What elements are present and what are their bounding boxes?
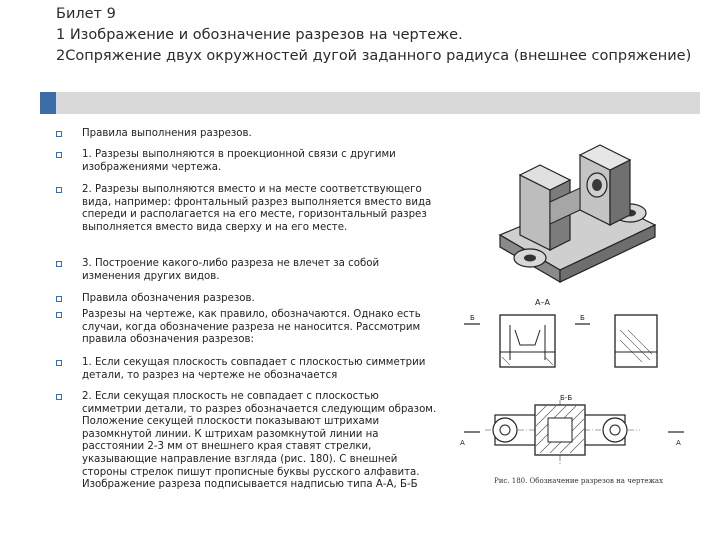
title-bar-accent: [40, 92, 56, 114]
square-bullet-icon: [56, 296, 62, 302]
square-bullet-icon: [56, 312, 62, 318]
bullet-text: 1. Разрезы выполняются в проекционной связи с другими изображениями чертежа.: [82, 149, 396, 173]
bullet-text: 2. Если секущая плоскость не совпадает с плоскостью симметрии детали, то разрез обозначается следующим образом. Положение секущей плоскости показывают штрихами разомкнутой линии. К штрихам разомкнутой линии на расстоянии 2-3 мм от внешнего края ставят стрелки, указывающие направление взгляда (рис. 180). С внешней стороны стрелок пишут прописные буквы русского алфавита. Изображение разреза подписывается надписью типа А-А, Б-Б: [82, 391, 437, 491]
bullet-text: Разрезы на чертеже, как правило, обозначаются. Однако есть случаи, когда обозначение разреза не наносится. Рассмотрим правила обозначения разрезов:: [82, 309, 421, 346]
isometric-part-illustration: [490, 140, 670, 290]
letter-a-right: А: [676, 439, 681, 447]
letter-a-left: А: [460, 439, 465, 447]
square-bullet-icon: [56, 261, 62, 267]
letter-b-left: Б: [470, 314, 475, 322]
section-bb-label: Б-Б: [560, 394, 573, 402]
square-bullet-icon: [56, 394, 62, 400]
bullet-text: Правила выполнения разрезов.: [82, 128, 252, 139]
bullet-text: 3. Построение какого-либо разреза не влечет за собой изменения других видов.: [82, 258, 380, 282]
bullet-text: 2. Разрезы выполняются вместо и на месте соответствующего вида, например: фронтальный разрез выполняется вместо вида спереди и располагается на его месте, горизонтальный разрез выполняется вместо вида сверху и на его месте.: [82, 184, 432, 233]
slide-header: [56, 4, 706, 67]
bullet-text: 1. Если секущая плоскость совпадает с плоскостью симметрии детали, то разрез на чертеже не обозначается: [82, 357, 426, 381]
side-view-right: [615, 315, 657, 367]
ticket-title: Билет 9: [56, 6, 116, 22]
question-1: 1 Изображение и обозначение разрезов на чертеже.: [56, 27, 463, 43]
bullet-text: Правила обозначения разрезов.: [82, 293, 255, 304]
figure-caption: Рис. 180. Обозначение разрезов на чертежах: [494, 477, 664, 485]
letter-b-right: Б: [580, 314, 585, 322]
front-view-left: [500, 315, 555, 367]
square-bullet-icon: [56, 152, 62, 158]
square-bullet-icon: [56, 187, 62, 193]
plan-view-section: [485, 400, 640, 465]
question-2: 2Сопряжение двух окружностей дугой заданного радиуса (внешнее сопряжение): [56, 48, 692, 64]
section-aa-label: А–А: [535, 298, 550, 307]
title-bar: [56, 92, 700, 114]
square-bullet-icon: [56, 360, 62, 366]
square-bullet-icon: [56, 131, 62, 137]
section-drawings: [450, 290, 700, 475]
